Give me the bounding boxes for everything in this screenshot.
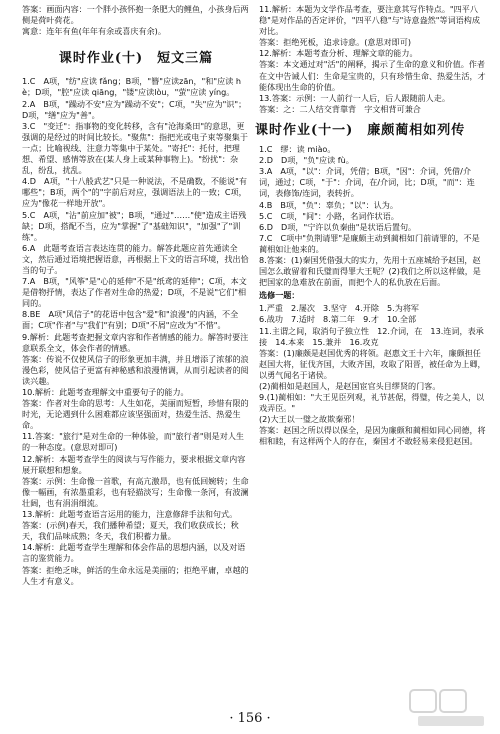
answer-item: 14.解析：此题考查学生理解和体会作品的思想内涵，以及对语言的鉴赏能力。 bbox=[22, 542, 246, 564]
answer-item: 9.解析：此题考查把握文章内容和作者情感的能力。解答时要注意联系全文，体会作者的情感。 bbox=[22, 331, 249, 353]
intro-line: 寓意：连年有鱼(年年有余或喜庆有余)。 bbox=[22, 26, 166, 37]
left-column bbox=[22, 4, 250, 587]
answer-item: 7.A B项，"风筝"是"心的延伸"不是"纸鸢的延伸"；C项，本文是借物抒情，表达了作者对生命的热爱；D项，不是说"它们"相同的。 bbox=[22, 276, 247, 309]
answer-item: 答案：示例：生命像一首歌，有高亢激昂，也有低回婉转；生命像一幅画，有浓墨重彩，也有轻描淡写；生命像一条河，有波澜壮阔，也有涓涓细流。 bbox=[22, 475, 249, 508]
answer-item: 7.C C项中"负荆请罪"是廉颇主动到蔺相如门前请罪的，不是蔺相如让他来的。 bbox=[259, 232, 480, 254]
answer-item: 8.答案：(1)秦国凭借强大的实力，先用十五座城给予赵国，赵国怎么敢留着和氏璧而得罪大王呢？(2)我们之所以这样做，是把国家的急难放在前面，而把个人的私仇放在后面。 bbox=[259, 254, 481, 288]
answer-item: 10.解析：此题考查理解文中重要句子的能力。 bbox=[22, 387, 189, 397]
answer-item: 13.答案：示例：一人前行一人后，后人跟随前人走。 bbox=[259, 92, 450, 103]
answer-item: 8.BE A项"风信子"的花语中包含"爱"和"浪漫"的内涵，不全面；C项"作者"与"我们"有别；D项"不屑"应改为"不惜"。 bbox=[22, 309, 239, 331]
answer-item: 4.D A项，"十八般武艺"只是一种说法，不是确数，不能说"有哪些"；B项，两个"的"字前后对应，强调语法上的一致；C项，应为"像花一样地开放"。 bbox=[22, 176, 247, 209]
answer-item: 12.解析：本题考查学生的阅读与写作能力，要求根据文章内容展开联想和想象。 bbox=[22, 453, 246, 475]
page-number: · 156 · bbox=[229, 711, 271, 726]
answer-item: 1.C 缪：读 miào。 bbox=[259, 144, 336, 155]
answer-item: 11.解析：本题为文学作品考查，要注意其写作特点。"四平八稳"是对作品的否定评价，"四平八稳"与"诗意盎然"等词语构成对比。 bbox=[259, 4, 480, 37]
answer-item: 3.A A项，"以"：介词，凭借；B项，"因"：介词，凭借/介词，通过；C项，"于"：介词，在/介词，比；D项，"而"：连词，表修饰/连词，表转折。 bbox=[259, 166, 475, 199]
answer-item: 1.严重 2.屡次 3.坚守 4.开除 5.为将军 bbox=[259, 303, 420, 314]
right-column bbox=[255, 4, 487, 448]
answer-item: 5.C A项，"沾"前应加"被"；B项，"通过"……"使"造成主语残缺；D项，搭配不当，应为"掌握"了"基础知识"，"加强"了"训练"。 bbox=[22, 209, 247, 242]
answer-item: 3.C "变迁"：指事物的变化转移，含有"沧海桑田"的意思，更强调的是经过的时间比较长。"聚焦"：指把光或电子束等聚集于一点；比喻视线、注意力等集中于某处。"寄托"：托付，把理想、希望、感情等放在(某人身上或某种事物上)。"纷扰"：杂乱，纷乱，扰乱。 bbox=[22, 120, 248, 176]
answer-item: 2.D D项，"负"应读 fù。 bbox=[259, 155, 354, 166]
answer-item: 答案：拒绝乏味，鲜活的生命永远是美丽的；拒绝平庸，卓越的人生才有意义。 bbox=[22, 564, 249, 586]
answer-item: 答案：本文通过对"活"的阐释，揭示了生命的意义和价值。作者在文中告诫人们：生命是宝贵的，只有珍惜生命、热爱生活，才能体现出生命的价值。 bbox=[259, 59, 486, 92]
answer-item: 5.C C项，"间"：小路，名词作状语。 bbox=[259, 210, 399, 221]
answer-item: 9.(1)蔺相如："大王见臣列观，礼节甚倨，得璧，传之美人，以戏弄臣。" bbox=[259, 392, 485, 414]
answer-item: 6.战功 7.适时 8.第二年 9.才 10.全部 bbox=[259, 314, 417, 325]
answer-item: 答案：传说不仅使风信子的形象更加丰满，并且增添了浓郁的浪漫色彩，使风信子更富有神秘感和浪漫情调，从而引起读者的阅读兴趣。 bbox=[22, 353, 249, 386]
answer-item: 1.C A项，"纺"应读 fǎng；B项，"簪"应读zān，"和"应读 hè；D项，"腔"应读 qiāng，"镂"应读lòu，"萤"应读 yíng。 bbox=[22, 76, 241, 98]
subsection-label: 选修一题： bbox=[259, 290, 300, 301]
answer-item: (2)蔺相如是赵国人，是赵国宦官头目缪贤的门客。 bbox=[259, 381, 441, 391]
answer-item: 答案：拒绝死板，追求诗意。(意思对即可) bbox=[259, 37, 412, 48]
watermark-logo-icon bbox=[408, 686, 494, 730]
answer-item: 11.主谓之间，取消句子独立性 12.介词，在 13.连词，表承接 14.本来 15.兼并 16.攻克 bbox=[259, 325, 484, 347]
answer-item: 答案：(示例)春天，我们播种希望；夏天，我们收获成长；秋天，我们品味成熟；冬天，我们积蓄力量。 bbox=[22, 520, 239, 542]
answer-item: 2.A B项，"躁动不安"应为"躁动不安"；C项，"失"应为"识"；D项，"缮"应为"善"。 bbox=[22, 98, 247, 120]
answer-item: 6.A 此题考查语言表达连贯的能力。解答此题应首先通读全文，然后通过语境把握语意，再根据上下文的语言环境，找出恰当的句子。 bbox=[22, 242, 249, 275]
answer-item: 答案：作者对生命的思考：人生如花，美丽而短暂，珍惜有限的时光，无论遇到什么困难都应该坚强面对，热爱生活、热爱生命。 bbox=[22, 398, 249, 431]
section-title: 课时作业(十一) 廉颇蔺相如列传 bbox=[255, 122, 466, 138]
answer-item: 答案：(1)廉颇是赵国优秀的将领。赵惠文王十六年，廉颇担任赵国大将，征伐齐国，大败齐国，攻取了阳晋，被任命为上卿，以勇气闻名于诸侯。 bbox=[259, 347, 486, 380]
answer-item: 13.解析：此题考查语言运用的能力，注意修辞手法和句式。 bbox=[22, 509, 238, 520]
intro-line: 答案：画面内容：一个胖小孩怀抱一条肥大的鲤鱼，小孩身后两侧是荷叶荷花。 bbox=[22, 4, 249, 26]
answer-item: 4.B B项，"负"：辜负；"以"：认为。 bbox=[259, 199, 398, 210]
answer-item: 答案：之：二人结交背靠背 字文相背可兼合 bbox=[259, 103, 421, 114]
answer-item: 11.答案："旅行"是对生命的一种体验，而"旅行者"则是对人生的一种态度。(意思对即可) bbox=[22, 431, 245, 453]
answer-item: 答案：赵国之所以得以保全，是因为廉颇和蔺相如同心同德，将相和睦，有这样两个人的存在，秦国才不敢轻易来侵犯赵国。 bbox=[259, 425, 486, 447]
section-title: 课时作业(十) 短文三篇 bbox=[58, 51, 214, 67]
answer-item: (2)大王以一璧之故欺秦邪！ bbox=[259, 414, 360, 425]
answer-item: 12.解析：本题考查分析、理解文章的能力。 bbox=[259, 48, 418, 59]
answer-item: 6.D D项，"宁许以负秦曲"是状语后置句。 bbox=[259, 221, 417, 232]
